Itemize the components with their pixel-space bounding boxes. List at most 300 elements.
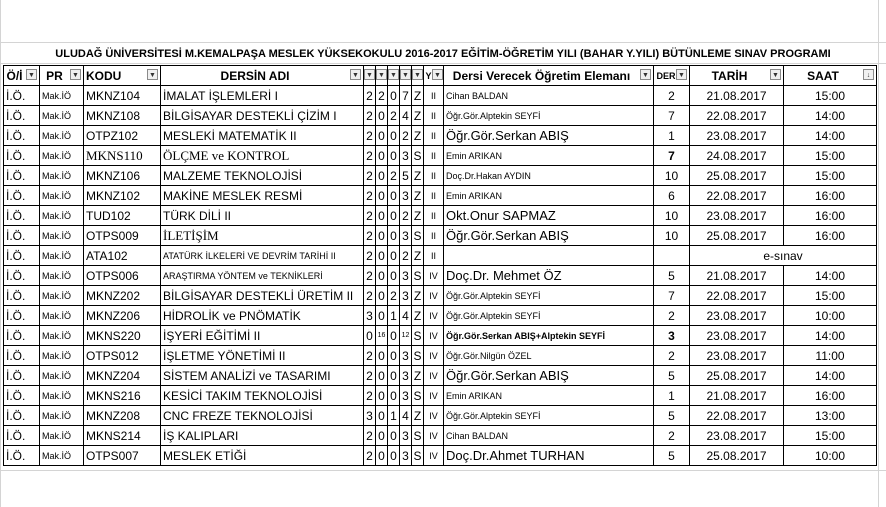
cell-type: S — [412, 386, 424, 406]
cell-tarih: 21.08.2017 — [690, 266, 784, 286]
cell-n3: 0 — [388, 386, 400, 406]
header-saat[interactable]: SAAT ↓ — [784, 66, 877, 86]
table-row — [4, 426, 877, 446]
cell-ders-adi: KESİCİ TAKIM TEKNOLOJİSİ — [161, 386, 364, 406]
cell-type: Z — [412, 286, 424, 306]
cell-pr: Mak.İÖ — [40, 426, 84, 446]
table-row — [4, 206, 877, 226]
cell-kodu: OTPS006 — [84, 266, 161, 286]
cell-yariyil: II — [424, 106, 444, 126]
cell-tarih-esinav: e-sınav — [690, 246, 877, 266]
cell-kodu: OTPS009 — [84, 226, 161, 246]
table-row — [4, 446, 877, 466]
cell-n1: 2 — [364, 386, 376, 406]
cell-n2: 0 — [376, 426, 388, 446]
header-dersin-adi[interactable]: DERSİN ADI ▼ — [161, 66, 364, 86]
cell-n4: 4 — [400, 106, 412, 126]
cell-pr: Mak.İÖ — [40, 106, 84, 126]
cell-saat: 15:00 — [784, 426, 877, 446]
cell-ogretim-elemani: Öğr.Gör.Alptekin SEYFİ — [444, 286, 654, 306]
cell-type: S — [412, 146, 424, 166]
cell-n2: 0 — [376, 386, 388, 406]
cell-n3: 0 — [388, 246, 400, 266]
cell-kodu: MKNZ208 — [84, 406, 161, 426]
cell-type: Z — [412, 206, 424, 226]
filter-dropdown-icon[interactable]: ▼ — [364, 69, 375, 80]
table-row — [4, 346, 877, 366]
cell-n4: 3 — [400, 426, 412, 446]
cell-ders-adi: İMALAT İŞLEMLERİ I — [161, 86, 364, 106]
cell-derslik: 1 — [654, 386, 690, 406]
cell-yariyil: IV — [424, 346, 444, 366]
cell-n3: 2 — [388, 166, 400, 186]
cell-pr: Mak.İÖ — [40, 166, 84, 186]
cell-type: S — [412, 326, 424, 346]
filter-dropdown-icon[interactable]: ▼ — [770, 69, 781, 80]
header-kodu[interactable]: KODU ▼ — [84, 66, 161, 86]
table-row — [4, 326, 877, 346]
cell-yariyil: IV — [424, 286, 444, 306]
cell-yariyil: II — [424, 186, 444, 206]
cell-type: Z — [412, 126, 424, 146]
cell-n2: 0 — [376, 346, 388, 366]
cell-saat: 13:00 — [784, 406, 877, 426]
cell-ogretim-elemani: Öğr.Gör.Alptekin SEYFİ — [444, 106, 654, 126]
cell-n2: 0 — [376, 106, 388, 126]
cell-ogretim-elemani: Öğr.Gör.Nilgün ÖZEL — [444, 346, 654, 366]
cell-ders-adi: İŞ KALIPLARI — [161, 426, 364, 446]
header-der[interactable]: DER ▼ — [654, 66, 690, 86]
cell-n1: 2 — [364, 426, 376, 446]
cell-ders-adi: İLETİŞİM — [161, 226, 364, 246]
cell-n1: 2 — [364, 246, 376, 266]
cell-kodu: MKNZ106 — [84, 166, 161, 186]
cell-n2: 0 — [376, 286, 388, 306]
cell-oi: İ.Ö. — [4, 186, 40, 206]
cell-n1: 2 — [364, 226, 376, 246]
cell-saat: 10:00 — [784, 446, 877, 466]
cell-oi: İ.Ö. — [4, 146, 40, 166]
cell-n1: 2 — [364, 266, 376, 286]
cell-kodu: MKNS220 — [84, 326, 161, 346]
cell-derslik: 1 — [654, 126, 690, 146]
cell-yariyil: IV — [424, 266, 444, 286]
cell-oi: İ.Ö. — [4, 246, 40, 266]
cell-saat: 11:00 — [784, 346, 877, 366]
cell-n3: 0 — [388, 186, 400, 206]
header-tarih[interactable]: TARİH ▼ — [690, 66, 784, 86]
cell-derslik: 5 — [654, 446, 690, 466]
cell-n3: 1 — [388, 306, 400, 326]
cell-ogretim-elemani: Öğr.Gör.Serkan ABIŞ — [444, 226, 654, 246]
cell-n4: 2 — [400, 126, 412, 146]
cell-pr: Mak.İÖ — [40, 186, 84, 206]
cell-kodu: MKNZ206 — [84, 306, 161, 326]
cell-kodu: MKNZ202 — [84, 286, 161, 306]
cell-n2: 0 — [376, 266, 388, 286]
cell-ders-adi: İŞLETME YÖNETİMİ II — [161, 346, 364, 366]
cell-pr: Mak.İÖ — [40, 366, 84, 386]
cell-kodu: MKNZ108 — [84, 106, 161, 126]
filter-dropdown-icon[interactable]: ▼ — [376, 69, 387, 80]
cell-n3: 0 — [388, 266, 400, 286]
cell-n4: 3 — [400, 446, 412, 466]
cell-n3: 0 — [388, 146, 400, 166]
cell-derslik: 5 — [654, 406, 690, 426]
cell-yariyil: IV — [424, 366, 444, 386]
cell-pr: Mak.İÖ — [40, 226, 84, 246]
cell-type: S — [412, 346, 424, 366]
filter-dropdown-icon[interactable]: ▼ — [432, 69, 443, 80]
cell-tarih: 23.08.2017 — [690, 206, 784, 226]
cell-n4: 3 — [400, 186, 412, 206]
cell-ogretim-elemani: Okt.Onur SAPMAZ — [444, 206, 654, 226]
cell-n4: 3 — [400, 386, 412, 406]
sort-ascending-icon[interactable]: ↓ — [863, 69, 874, 80]
cell-ders-adi: CNC FREZE TEKNOLOJİSİ — [161, 406, 364, 426]
cell-ders-adi: TÜRK DİLİ II — [161, 206, 364, 226]
cell-yariyil: II — [424, 126, 444, 146]
cell-ders-adi: MESLEKİ MATEMATİK II — [161, 126, 364, 146]
cell-kodu: ATA102 — [84, 246, 161, 266]
cell-n1: 2 — [364, 346, 376, 366]
cell-oi: İ.Ö. — [4, 286, 40, 306]
cell-type: Z — [412, 306, 424, 326]
cell-derslik: 2 — [654, 426, 690, 446]
table-row — [4, 366, 877, 386]
header-h2[interactable] — [376, 66, 388, 86]
filter-dropdown-icon[interactable]: ▼ — [412, 69, 423, 80]
cell-n1: 2 — [364, 446, 376, 466]
header-pr[interactable]: PR ▼ — [40, 66, 84, 86]
cell-n4: 3 — [400, 266, 412, 286]
cell-n2: 0 — [376, 306, 388, 326]
cell-n3: 0 — [388, 126, 400, 146]
cell-yariyil: II — [424, 166, 444, 186]
cell-ogretim-elemani: Doç.Dr.Ahmet TURHAN — [444, 446, 654, 466]
cell-saat: 15:00 — [784, 286, 877, 306]
cell-yariyil: IV — [424, 386, 444, 406]
filter-dropdown-icon[interactable]: ▼ — [350, 69, 361, 80]
cell-tarih: 24.08.2017 — [690, 146, 784, 166]
cell-n4: 7 — [400, 86, 412, 106]
cell-kodu: OTPS007 — [84, 446, 161, 466]
cell-derslik: 7 — [654, 286, 690, 306]
cell-tarih: 22.08.2017 — [690, 186, 784, 206]
cell-n3: 2 — [388, 286, 400, 306]
cell-kodu: MKNS214 — [84, 426, 161, 446]
filter-dropdown-icon[interactable]: ▼ — [676, 69, 687, 80]
cell-ders-adi: MESLEK ETİĞİ — [161, 446, 364, 466]
cell-ogretim-elemani: Emin ARIKAN — [444, 146, 654, 166]
cell-type: Z — [412, 246, 424, 266]
cell-saat: 16:00 — [784, 206, 877, 226]
cell-n4: 2 — [400, 246, 412, 266]
cell-tarih: 22.08.2017 — [690, 406, 784, 426]
filter-dropdown-icon[interactable]: ▼ — [26, 69, 37, 80]
cell-tarih: 23.08.2017 — [690, 326, 784, 346]
cell-oi: İ.Ö. — [4, 126, 40, 146]
cell-kodu: OTPS012 — [84, 346, 161, 366]
cell-ders-adi: BİLGİSAYAR DESTEKLİ ÇİZİM I — [161, 106, 364, 126]
cell-n1: 2 — [364, 86, 376, 106]
cell-n1: 2 — [364, 146, 376, 166]
cell-tarih: 25.08.2017 — [690, 366, 784, 386]
cell-oi: İ.Ö. — [4, 266, 40, 286]
cell-pr: Mak.İÖ — [40, 386, 84, 406]
cell-ogretim-elemani: Öğr.Gör.Serkan ABIŞ — [444, 366, 654, 386]
cell-n3: 0 — [388, 326, 400, 346]
cell-n4: 3 — [400, 366, 412, 386]
cell-ders-adi: BİLGİSAYAR DESTEKLİ ÜRETİM II — [161, 286, 364, 306]
cell-yariyil: II — [424, 246, 444, 266]
cell-n1: 2 — [364, 206, 376, 226]
cell-oi: İ.Ö. — [4, 86, 40, 106]
filter-dropdown-icon[interactable]: ▼ — [147, 69, 158, 80]
cell-yariyil: II — [424, 226, 444, 246]
cell-n2: 2 — [376, 86, 388, 106]
cell-n2: 0 — [376, 146, 388, 166]
gridline — [878, 0, 879, 507]
cell-ders-adi: SİSTEM ANALİZİ ve TASARIMI — [161, 366, 364, 386]
cell-oi: İ.Ö. — [4, 426, 40, 446]
cell-n4: 2 — [400, 206, 412, 226]
cell-n3: 0 — [388, 206, 400, 226]
cell-ogretim-elemani: Öğr.Gör.Alptekin SEYFİ — [444, 306, 654, 326]
cell-n4: 3 — [400, 346, 412, 366]
cell-kodu: TUD102 — [84, 206, 161, 226]
cell-n4: 3 — [400, 226, 412, 246]
cell-type: Z — [412, 106, 424, 126]
cell-tarih: 25.08.2017 — [690, 226, 784, 246]
cell-pr: Mak.İÖ — [40, 446, 84, 466]
table-row — [4, 246, 877, 266]
cell-n4: 4 — [400, 306, 412, 326]
header-oi[interactable]: Ö/İ ▼ — [4, 66, 40, 86]
cell-tarih: 22.08.2017 — [690, 106, 784, 126]
header-h3[interactable] — [388, 66, 400, 86]
table-row — [4, 286, 877, 306]
cell-ogretim-elemani: Emin ARIKAN — [444, 186, 654, 206]
table-row — [4, 386, 877, 406]
cell-n1: 2 — [364, 366, 376, 386]
cell-n3: 0 — [388, 426, 400, 446]
cell-derslik: 10 — [654, 226, 690, 246]
cell-tarih: 23.08.2017 — [690, 306, 784, 326]
cell-n2: 0 — [376, 226, 388, 246]
cell-tarih: 22.08.2017 — [690, 286, 784, 306]
cell-type: Z — [412, 186, 424, 206]
cell-n2: 0 — [376, 166, 388, 186]
cell-saat: 14:00 — [784, 106, 877, 126]
cell-saat: 14:00 — [784, 266, 877, 286]
cell-oi: İ.Ö. — [4, 226, 40, 246]
cell-pr: Mak.İÖ — [40, 266, 84, 286]
cell-kodu: MKNZ204 — [84, 366, 161, 386]
cell-pr: Mak.İÖ — [40, 326, 84, 346]
cell-ogretim-elemani: Öğr.Gör.Serkan ABIŞ — [444, 126, 654, 146]
cell-n4: 3 — [400, 286, 412, 306]
cell-n2: 0 — [376, 406, 388, 426]
cell-oi: İ.Ö. — [4, 306, 40, 326]
cell-n3: 2 — [388, 106, 400, 126]
cell-ogretim-elemani: Emin ARIKAN — [444, 386, 654, 406]
cell-saat: 10:00 — [784, 306, 877, 326]
cell-tarih: 23.08.2017 — [690, 126, 784, 146]
cell-yariyil: IV — [424, 406, 444, 426]
page-title: ULUDAĞ ÜNİVERSİTESİ M.KEMALPAŞA MESLEK YÜKSEKOKULU 2016-2017 EĞİTİM-ÖĞRETİM YILI (BAHAR Y.YILI) BÜTÜNLEME SINAV PROGRAMI — [55, 48, 831, 60]
cell-n1: 2 — [364, 186, 376, 206]
filter-dropdown-icon[interactable]: ▼ — [640, 69, 651, 80]
cell-derslik: 7 — [654, 106, 690, 126]
cell-ogretim-elemani: Doç.Dr.Hakan AYDIN — [444, 166, 654, 186]
cell-type: S — [412, 266, 424, 286]
cell-saat: 14:00 — [784, 326, 877, 346]
cell-type: S — [412, 226, 424, 246]
filter-dropdown-icon[interactable]: ▼ — [400, 69, 411, 80]
cell-n2: 0 — [376, 366, 388, 386]
cell-derslik: 7 — [654, 146, 690, 166]
cell-n1: 2 — [364, 126, 376, 146]
cell-oi: İ.Ö. — [4, 366, 40, 386]
header-h1[interactable] — [364, 66, 376, 86]
cell-n2: 16 — [376, 326, 388, 346]
cell-pr: Mak.İÖ — [40, 246, 84, 266]
cell-n3: 0 — [388, 446, 400, 466]
cell-oi: İ.Ö. — [4, 106, 40, 126]
table-row — [4, 146, 877, 166]
cell-type: S — [412, 426, 424, 446]
cell-n4: 4 — [400, 406, 412, 426]
cell-oi: İ.Ö. — [4, 406, 40, 426]
cell-type: Z — [412, 366, 424, 386]
cell-ogretim-elemani: Öğr.Gör.Serkan ABIŞ+Alptekin SEYFİ — [444, 326, 654, 346]
cell-derslik: 3 — [654, 326, 690, 346]
cell-n1: 2 — [364, 106, 376, 126]
cell-kodu: MKNZ104 — [84, 86, 161, 106]
cell-yariyil: II — [424, 206, 444, 226]
header-t[interactable] — [412, 66, 424, 86]
cell-n2: 0 — [376, 186, 388, 206]
cell-ders-adi: HİDROLİK ve PNÖMATİK — [161, 306, 364, 326]
cell-ogretim-elemani: Cihan BALDAN — [444, 86, 654, 106]
cell-type: S — [412, 446, 424, 466]
cell-type: Z — [412, 86, 424, 106]
cell-ogretim-elemani — [444, 246, 654, 266]
cell-pr: Mak.İÖ — [40, 126, 84, 146]
cell-oi: İ.Ö. — [4, 386, 40, 406]
header-row — [4, 66, 877, 86]
cell-kodu: MKNZ102 — [84, 186, 161, 206]
cell-n2: 0 — [376, 446, 388, 466]
cell-ders-adi: ÖLÇME ve KONTROL — [161, 146, 364, 166]
cell-n3: 0 — [388, 226, 400, 246]
cell-n2: 0 — [376, 246, 388, 266]
cell-oi: İ.Ö. — [4, 166, 40, 186]
cell-oi: İ.Ö. — [4, 326, 40, 346]
table-row — [4, 106, 877, 126]
cell-ders-adi: ATATÜRK İLKELERİ VE DEVRİM TARİHİ II — [161, 246, 364, 266]
table-row — [4, 186, 877, 206]
cell-n1: 2 — [364, 166, 376, 186]
cell-derslik: 2 — [654, 346, 690, 366]
filter-dropdown-icon[interactable]: ▼ — [388, 69, 399, 80]
table-row — [4, 266, 877, 286]
cell-tarih: 25.08.2017 — [690, 166, 784, 186]
cell-n2: 0 — [376, 126, 388, 146]
table-row — [4, 226, 877, 246]
cell-tarih: 23.08.2017 — [690, 346, 784, 366]
cell-kodu: MKNS216 — [84, 386, 161, 406]
cell-saat: 15:00 — [784, 166, 877, 186]
gridline — [0, 63, 886, 64]
cell-derslik: 10 — [654, 166, 690, 186]
cell-n3: 0 — [388, 366, 400, 386]
cell-type: Z — [412, 406, 424, 426]
gridline — [0, 42, 886, 43]
cell-n1: 2 — [364, 286, 376, 306]
gridline — [0, 470, 886, 471]
table-row — [4, 86, 877, 106]
cell-n4: 12 — [400, 326, 412, 346]
cell-tarih: 21.08.2017 — [690, 386, 784, 406]
table-row — [4, 126, 877, 146]
cell-kodu: MKNS110 — [84, 146, 161, 166]
cell-pr: Mak.İÖ — [40, 206, 84, 226]
cell-n1: 3 — [364, 306, 376, 326]
cell-pr: Mak.İÖ — [40, 86, 84, 106]
header-h4[interactable] — [400, 66, 412, 86]
cell-tarih: 21.08.2017 — [690, 86, 784, 106]
cell-saat: 14:00 — [784, 126, 877, 146]
table-row — [4, 166, 877, 186]
cell-oi: İ.Ö. — [4, 446, 40, 466]
cell-type: Z — [412, 166, 424, 186]
cell-n3: 1 — [388, 406, 400, 426]
cell-ogretim-elemani: Cihan BALDAN — [444, 426, 654, 446]
cell-kodu: OTPZ102 — [84, 126, 161, 146]
cell-derslik: 2 — [654, 306, 690, 326]
cell-pr: Mak.İÖ — [40, 346, 84, 366]
header-y[interactable]: Y ▼ — [424, 66, 444, 86]
filter-active-icon[interactable]: ▼ — [70, 69, 81, 80]
cell-derslik: 5 — [654, 266, 690, 286]
cell-derslik: 5 — [654, 366, 690, 386]
cell-yariyil: II — [424, 86, 444, 106]
cell-oi: İ.Ö. — [4, 206, 40, 226]
cell-n1: 3 — [364, 406, 376, 426]
header-ogretim-elemani[interactable]: Dersi Verecek Öğretim Elemanı ▼ — [444, 66, 654, 86]
cell-saat: 14:00 — [784, 366, 877, 386]
cell-tarih: 25.08.2017 — [690, 446, 784, 466]
table-body — [4, 86, 877, 466]
table-row — [4, 406, 877, 426]
cell-saat: 15:00 — [784, 86, 877, 106]
table-row — [4, 306, 877, 326]
cell-oi: İ.Ö. — [4, 346, 40, 366]
cell-yariyil: IV — [424, 426, 444, 446]
cell-n1: 0 — [364, 326, 376, 346]
cell-yariyil: IV — [424, 446, 444, 466]
cell-ders-adi: MALZEME TEKNOLOJİSİ — [161, 166, 364, 186]
cell-ders-adi: ARAŞTIRMA YÖNTEM ve TEKNİKLERİ — [161, 266, 364, 286]
cell-ders-adi: İŞYERİ EĞİTİMİ II — [161, 326, 364, 346]
cell-ogretim-elemani: Öğr.Gör.Alptekin SEYFİ — [444, 406, 654, 426]
cell-tarih: 23.08.2017 — [690, 426, 784, 446]
cell-n3: 0 — [388, 346, 400, 366]
cell-saat: 15:00 — [784, 146, 877, 166]
cell-ogretim-elemani: Doç.Dr. Mehmet ÖZ — [444, 266, 654, 286]
